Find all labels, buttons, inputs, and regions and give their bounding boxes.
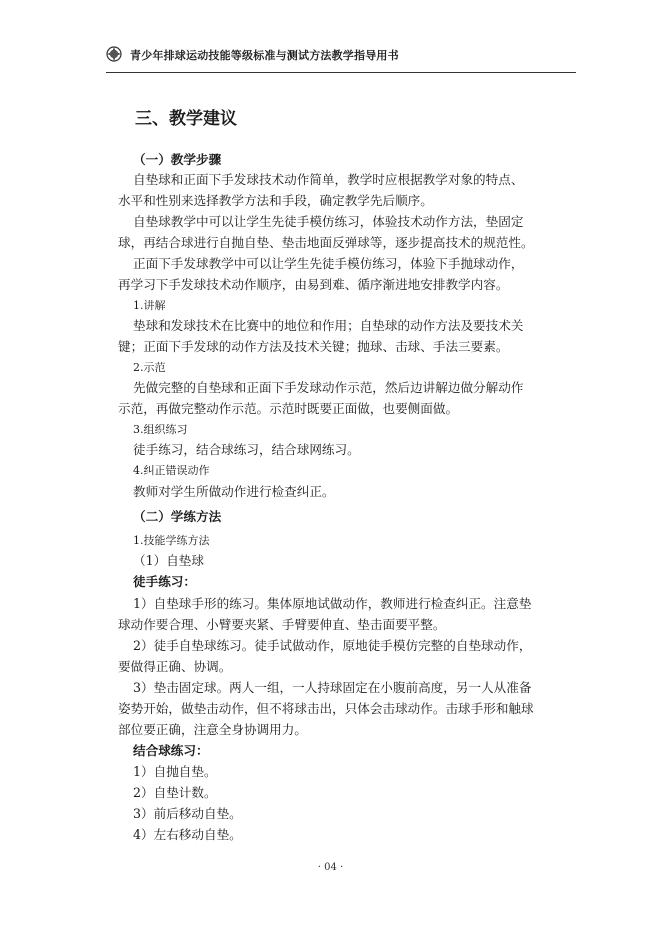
- header-title: 青少年排球运动技能等级标准与测试方法教学指导用书: [130, 49, 399, 62]
- paragraph-line: 再学习下手发球技术动作顺序，由易到难、循序渐进地安排教学内容。: [118, 277, 509, 292]
- paragraph-line: 1）自垫球手形的练习。集体原地试做动作，教师进行检查纠正。注意垫: [133, 596, 532, 611]
- method-subtitle: （1）自垫球: [133, 553, 204, 568]
- paragraph-line: 2）徒手自垫球练习。徒手试做动作，原地徒手模仿完整的自垫球动作，: [133, 638, 532, 653]
- subsection-title-methods: （二）学练方法: [133, 509, 222, 524]
- list-item: 1）自抛自垫。: [133, 764, 217, 779]
- list-item: 2）自垫计数。: [133, 785, 217, 800]
- step-title-demo: 2.示范: [133, 361, 166, 374]
- paragraph-line: 正面下手发球教学中可以让学生先徒手模仿练习，体验下手抛球动作，: [133, 256, 524, 271]
- paragraph-line: 要做得正确、协调。: [118, 659, 232, 674]
- list-item: 3）前后移动自垫。: [133, 806, 242, 821]
- paragraph-line: 先做完整的自垫球和正面下手发球动作示范，然后边讲解边做分解动作: [133, 380, 524, 395]
- paragraph-line: 自垫球和正面下手发球技术动作简单，教学时应根据教学对象的特点、: [133, 172, 524, 187]
- emblem-icon: [106, 46, 122, 62]
- paragraph-line: 球，再结合球进行自抛自垫、垫击地面反弹球等，逐步提高技术的规范性。: [118, 235, 534, 250]
- paragraph-line: 球动作要合理、小臂要夹紧、手臂要伸直、垫击面要平整。: [118, 617, 446, 632]
- paragraph-line: 自垫球教学中可以让学生先徒手模仿练习，体验技术动作方法，垫固定: [133, 214, 524, 229]
- paragraph-line: 垫球和发球技术在比赛中的地位和作用；自垫球的动作方法及要技术关: [133, 318, 524, 333]
- paragraph-line: 键；正面下手发球的动作方法及技术关键；抛球、击球、手法三要素。: [118, 339, 509, 354]
- step-title-explain: 1.讲解: [133, 299, 166, 312]
- subsection-title-steps: （一）教学步骤: [133, 152, 222, 167]
- paragraph-line: 部位要正确，注意全身协调用力。: [118, 722, 307, 737]
- paragraph-line: 水平和性别来选择教学方法和手段，确定教学先后顺序。: [118, 193, 433, 208]
- page-number: · 04 ·: [317, 862, 344, 873]
- ball-practice-title: 结合球练习：: [133, 743, 209, 758]
- list-item: 4）左右移动自垫。: [133, 827, 242, 842]
- section-title: 三、教学建议: [135, 109, 237, 129]
- method-title: 1.技能学练方法: [133, 534, 210, 547]
- paragraph-line: 教师对学生所做动作进行检查纠正。: [133, 484, 335, 499]
- paragraph-line: 示范，再做完整动作示范。示范时既要正面做，也要侧面做。: [118, 401, 459, 416]
- step-title-correct: 4.纠正错误动作: [133, 464, 210, 477]
- paragraph-line: 姿势开始，做垫击动作，但不将球击出，只体会击球动作。击球手形和触球: [118, 701, 534, 716]
- barehand-practice-title: 徒手练习：: [133, 574, 196, 589]
- page-header: [106, 38, 576, 73]
- step-title-practice: 3.组织练习: [133, 423, 188, 436]
- paragraph-line: 徒手练习，结合球练习，结合球网练习。: [133, 442, 360, 457]
- paragraph-line: 3）垫击固定球。两人一组，一人持球固定在小腹前高度，另一人从准备: [133, 680, 532, 695]
